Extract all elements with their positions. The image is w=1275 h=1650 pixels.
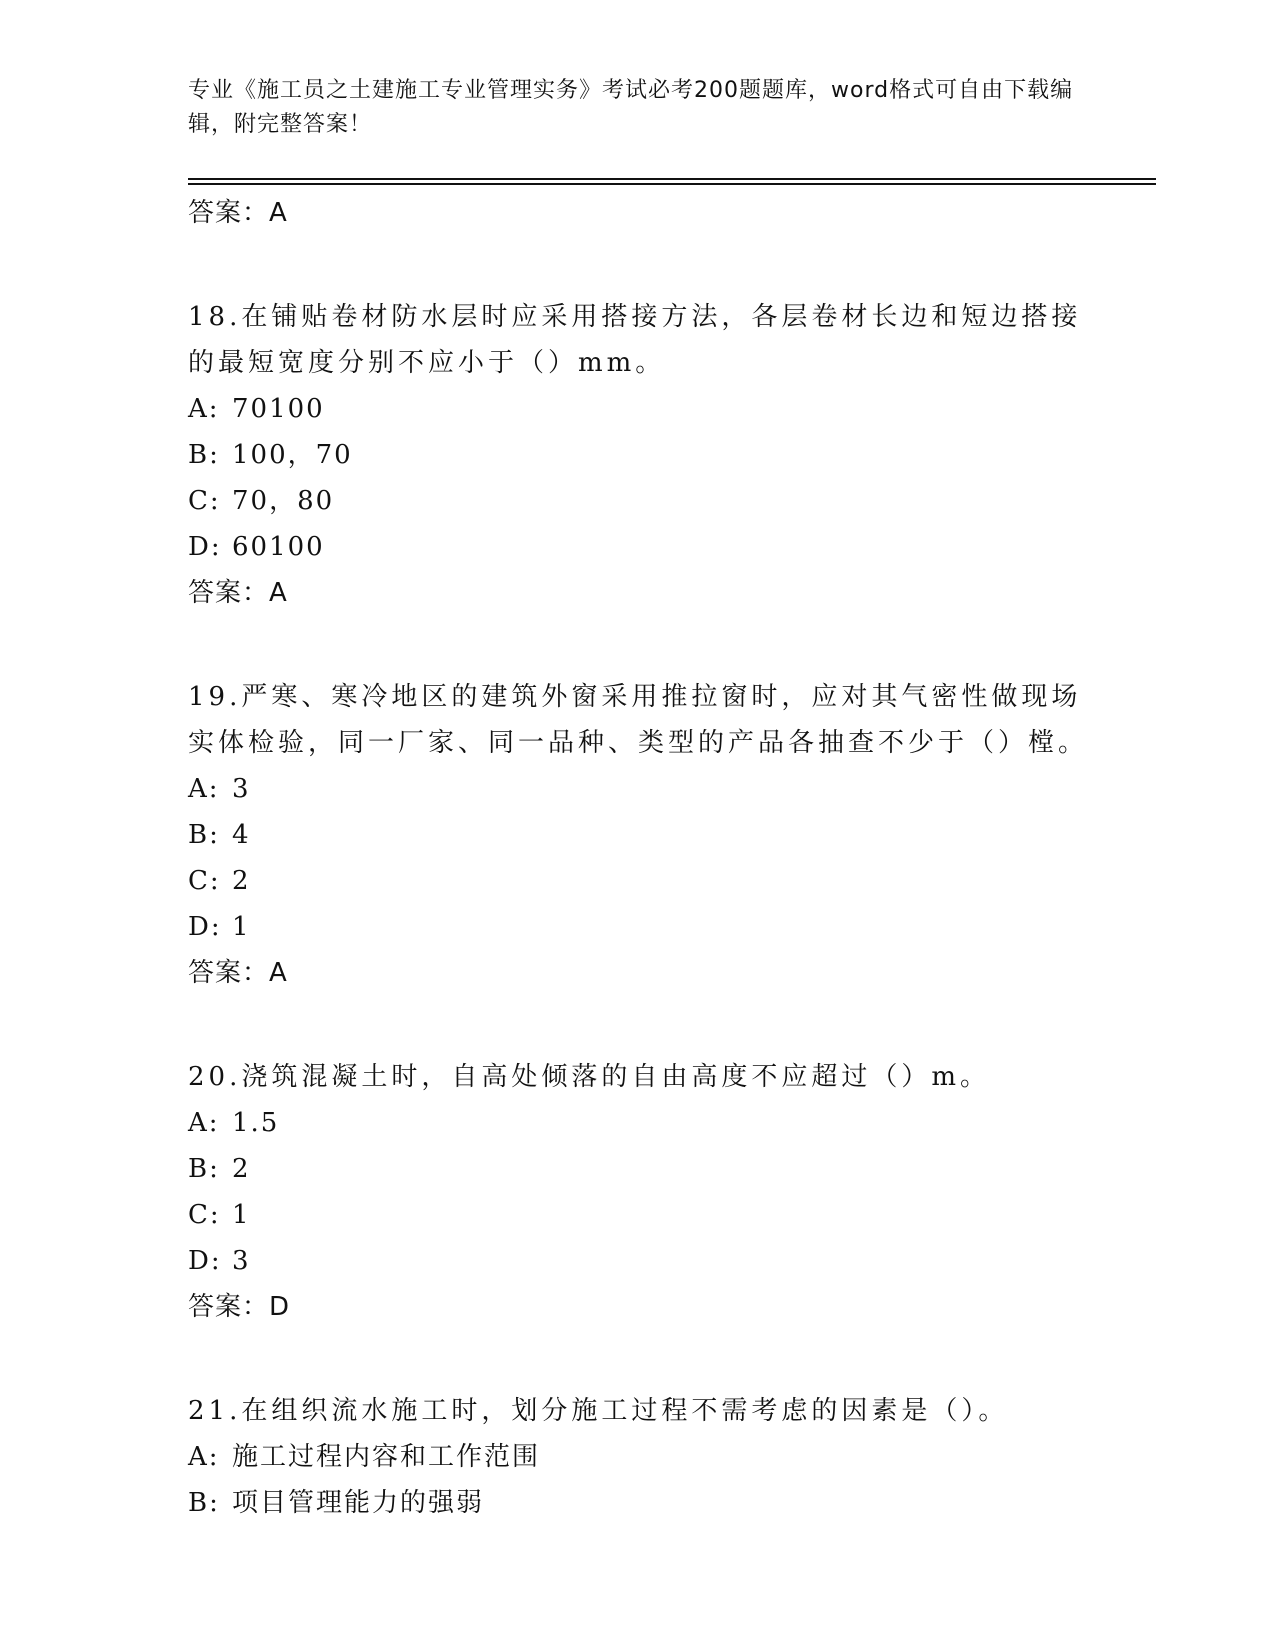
answer-line: 答案：D <box>188 1292 291 1322</box>
option-d <box>188 1238 1088 1284</box>
option-letter: A: <box>188 394 220 424</box>
option-a <box>188 1434 1088 1480</box>
answer-line: 答案：A <box>188 578 288 608</box>
answer-line: 答案：A <box>188 958 288 988</box>
option-a <box>188 766 1088 812</box>
option-letter: B: <box>188 440 220 470</box>
option-letter: A: <box>188 1442 220 1472</box>
option-letter: B: <box>188 1488 220 1518</box>
option-letter: D: <box>188 1246 222 1276</box>
option-text: 2 <box>232 866 251 896</box>
option-text: 1.5 <box>232 1108 280 1138</box>
question-list <box>188 190 1088 1526</box>
option-letter: A: <box>188 1108 220 1138</box>
option-text: 3 <box>232 1246 251 1276</box>
option-text: 1 <box>232 912 251 942</box>
option-letter: B: <box>188 820 220 850</box>
header-rule-top <box>188 178 1156 180</box>
option-text: 2 <box>232 1154 251 1184</box>
header-rule-bottom <box>188 183 1156 185</box>
answer-line: 答案：A <box>188 198 288 228</box>
option-text: 4 <box>232 820 251 850</box>
option-a <box>188 386 1088 432</box>
option-c <box>188 478 1088 524</box>
option-text: 100，70 <box>232 440 353 470</box>
option-letter: D: <box>188 912 222 942</box>
option-b <box>188 1480 1088 1526</box>
option-letter: A: <box>188 774 220 804</box>
option-text: 60100 <box>232 532 325 562</box>
option-b <box>188 812 1088 858</box>
option-b <box>188 432 1088 478</box>
option-letter: C: <box>188 486 221 516</box>
option-text: 70100 <box>232 394 325 424</box>
option-text: 施工过程内容和工作范围 <box>232 1442 541 1472</box>
question-text: 21.在组织流水施工时，划分施工过程不需考虑的因素是（）。 <box>188 1396 1009 1426</box>
question-text: 19.严寒、寒冷地区的建筑外窗采用推拉窗时，应对其气密性做现场实体检验，同一厂家、同一品种、类型的产品各抽查不少于（）樘。 <box>188 682 1089 758</box>
option-d <box>188 904 1088 950</box>
option-d <box>188 524 1088 570</box>
document-header: 专业《施工员之土建施工专业管理实务》考试必考200题题库，word格式可自由下载编辑，附完整答案！ <box>188 78 1074 137</box>
option-text: 1 <box>232 1200 251 1230</box>
option-text: 3 <box>232 774 251 804</box>
question-text: 20.浇筑混凝土时，自高处倾落的自由高度不应超过（）m。 <box>188 1062 991 1092</box>
option-letter: D: <box>188 532 222 562</box>
option-a <box>188 1100 1088 1146</box>
option-text: 70，80 <box>232 486 335 516</box>
question-text: 18.在铺贴卷材防水层时应采用搭接方法，各层卷材长边和短边搭接的最短宽度分别不应小于（）mm。 <box>188 302 1082 378</box>
option-b <box>188 1146 1088 1192</box>
option-text: 项目管理能力的强弱 <box>232 1488 485 1518</box>
option-letter: C: <box>188 866 221 896</box>
option-letter: C: <box>188 1200 221 1230</box>
option-letter: B: <box>188 1154 220 1184</box>
option-c <box>188 1192 1088 1238</box>
option-c <box>188 858 1088 904</box>
